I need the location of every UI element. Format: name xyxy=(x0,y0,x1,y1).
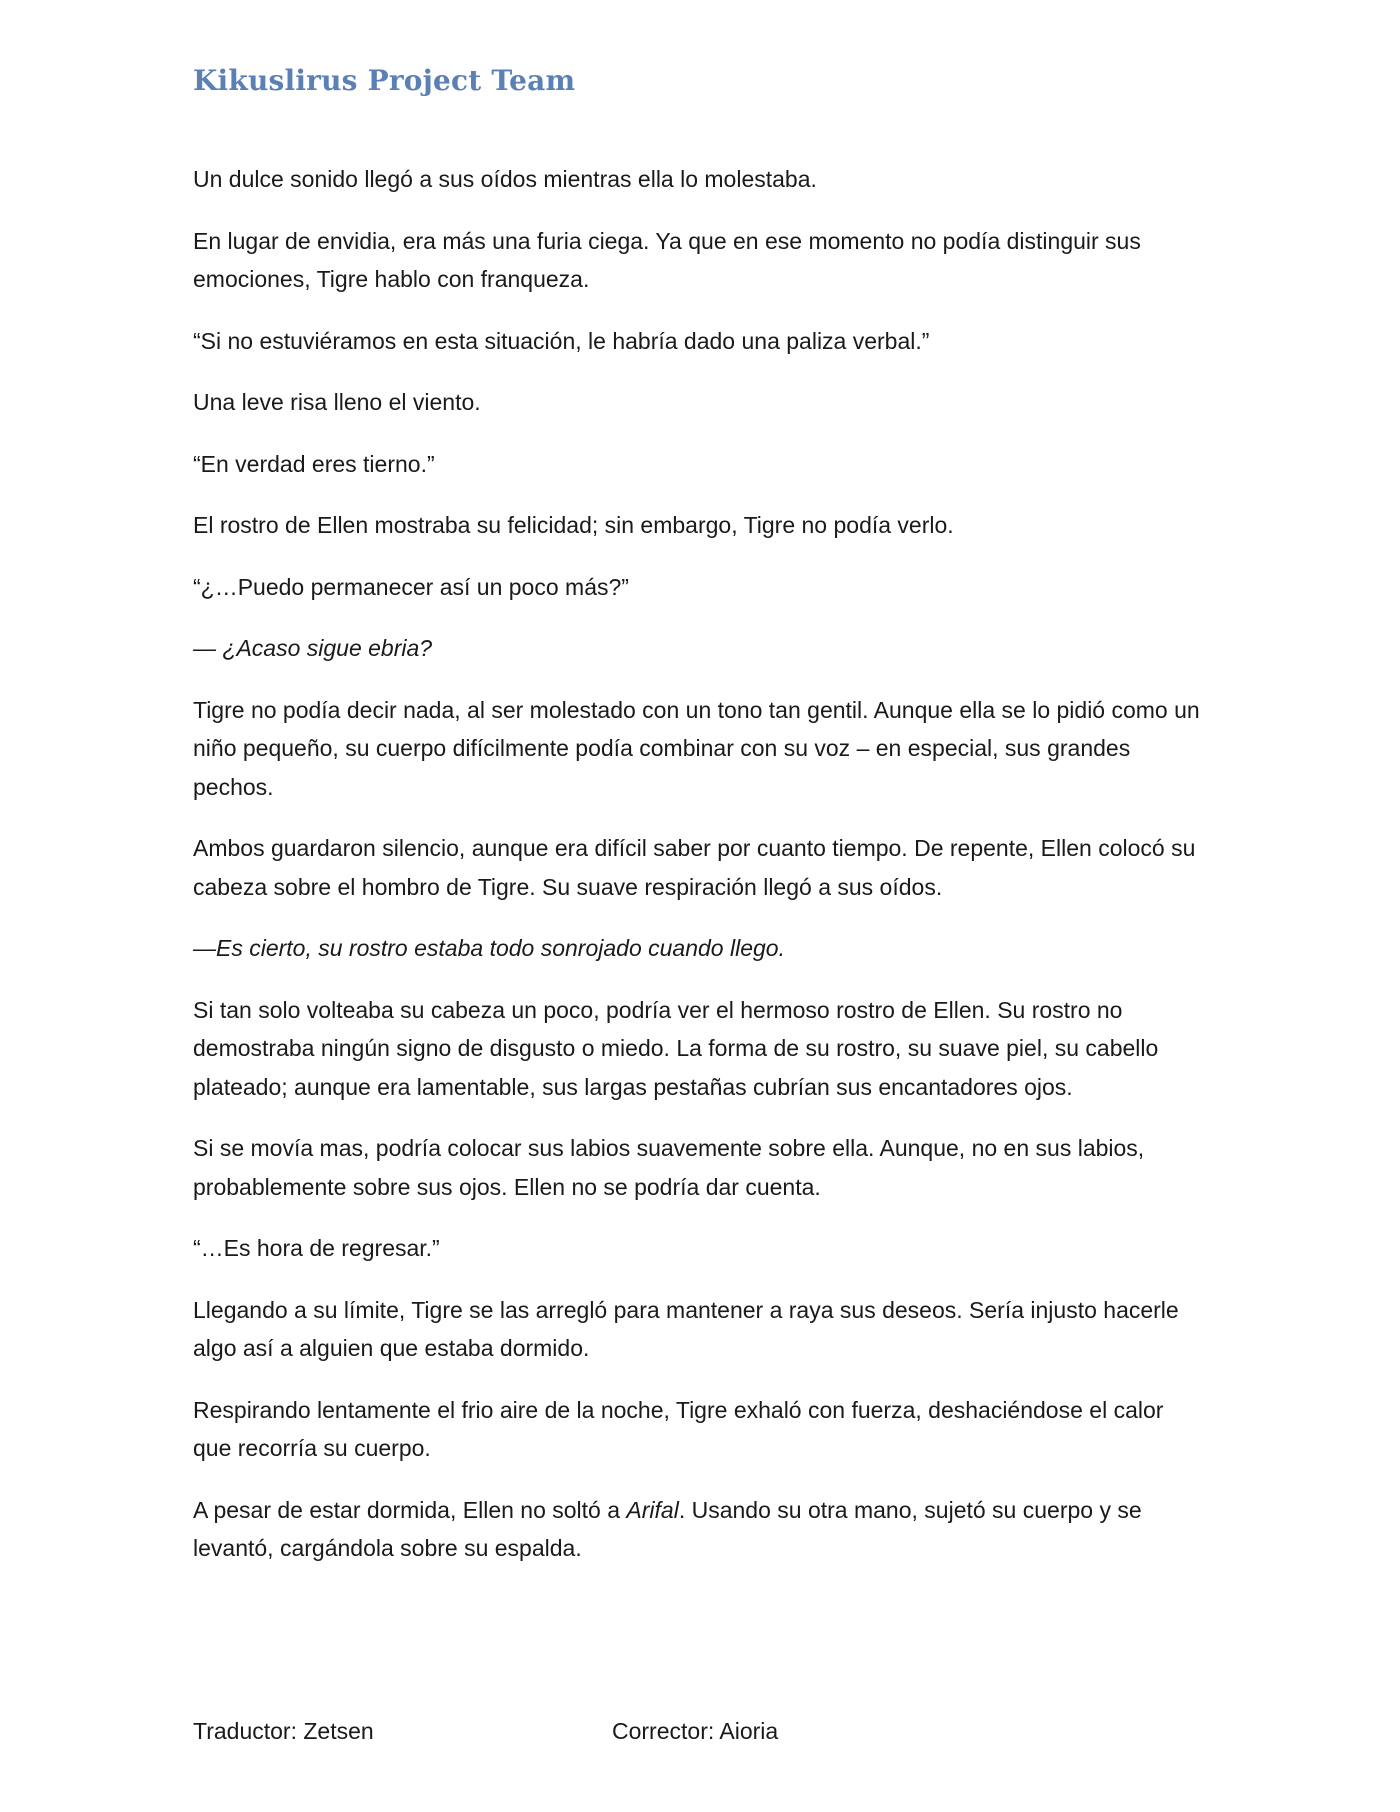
paragraph xyxy=(193,160,1203,199)
paragraph xyxy=(193,991,1203,1107)
paragraph xyxy=(193,929,1203,968)
paragraph-text: “En verdad eres tierno.” xyxy=(193,450,435,477)
paragraph xyxy=(193,383,1203,422)
paragraph-text: Un dulce sonido llegó a sus oídos mientras ella lo molestaba. xyxy=(193,166,817,192)
paragraph-text: Una leve risa lleno el viento. xyxy=(193,389,481,415)
paragraph-text: Llegando a su límite, Tigre se las arregló para mantener a raya sus deseos. Sería injusto hacerle algo así a alguien que estaba dormido. xyxy=(193,1296,1179,1361)
footer-proofreader: Corrector: Aioria xyxy=(612,1718,779,1744)
paragraph xyxy=(193,1229,1203,1268)
paragraph xyxy=(193,445,1203,484)
paragraph-text: Ambos guardaron silencio, aunque era difícil saber por cuanto tiempo. De repente, Ellen colocó su cabeza sobre el hombro de Tigre. Su suave respiración llegó a sus oídos. xyxy=(193,835,1196,900)
footer-translator: Traductor: Zetsen xyxy=(193,1718,374,1744)
footer xyxy=(0,1718,1400,1758)
paragraph xyxy=(193,222,1203,299)
italic-text: Arifal xyxy=(626,1496,679,1523)
paragraph-text: Si se movía mas, podría colocar sus labios suavemente sobre ella. Aunque, no en sus labios, probablemente sobre sus ojos. Ellen no se podría dar cuenta. xyxy=(193,1135,1145,1200)
paragraph xyxy=(193,1491,1203,1568)
paragraph xyxy=(193,1291,1203,1368)
paragraph-text: Tigre no podía decir nada, al ser molestado con un tono tan gentil. Aunque ella se lo pidió como un niño pequeño, su cuerpo difícilmente podía combinar con su voz – en especial, sus grandes pechos. xyxy=(193,696,1200,800)
paragraph-text: El rostro de Ellen mostraba su felicidad; sin embargo, Tigre no podía verlo. xyxy=(193,512,954,538)
body-text xyxy=(193,160,1203,1591)
paragraph xyxy=(193,568,1203,607)
paragraph xyxy=(193,691,1203,807)
header-title: Kikuslirus Project Team xyxy=(193,64,576,97)
paragraph-text: . Usando su otra mano, sujetó su cuerpo y se levantó, cargándola sobre su espalda. xyxy=(193,1496,1142,1561)
paragraph xyxy=(193,1129,1203,1206)
paragraph-text: “¿…Puedo permanecer así un poco más?” xyxy=(193,573,629,600)
paragraph-text: —Es cierto, su rostro estaba todo sonrojado cuando llego. xyxy=(193,935,785,961)
paragraph-text: — ¿Acaso sigue ebria? xyxy=(193,635,433,661)
paragraph xyxy=(193,1391,1203,1468)
paragraph-text: “…Es hora de regresar.” xyxy=(193,1235,440,1261)
paragraph-text: Respirando lentamente el frio aire de la noche, Tigre exhaló con fuerza, deshaciéndose el calor que recorría su cuerpo. xyxy=(193,1396,1164,1461)
paragraph-text: “Si no estuviéramos en esta situación, le habría dado una paliza verbal.” xyxy=(193,327,930,354)
paragraph-text: A pesar de estar dormida, Ellen no soltó a xyxy=(193,1496,627,1523)
paragraph-text: En lugar de envidia, era más una furia ciega. Ya que en ese momento no podía distinguir sus emociones, Tigre hablo con franqueza. xyxy=(193,227,1141,292)
paragraph xyxy=(193,322,1203,361)
paragraph-text: Si tan solo volteaba su cabeza un poco, podría ver el hermoso rostro de Ellen. Su rostro no demostraba ningún signo de disgusto o miedo. La forma de su rostro, su suave piel, su cabello plateado; aunque era lamentable, sus largas pestañas cubrían sus encantadores ojos. xyxy=(193,996,1159,1100)
paragraph xyxy=(193,506,1203,545)
paragraph xyxy=(193,829,1203,906)
paragraph xyxy=(193,629,1203,668)
